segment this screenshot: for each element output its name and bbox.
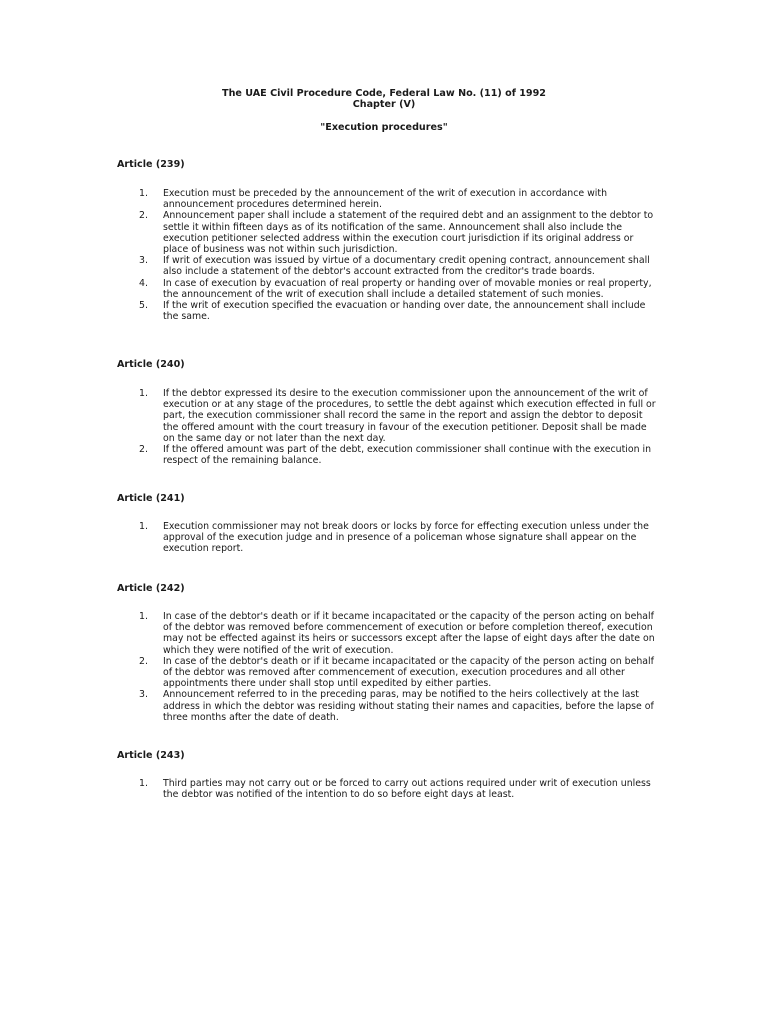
item-text: Execution must be preceded by the announcement of the writ of execution in accordance with announcement procedures determined herein. bbox=[163, 188, 608, 211]
item-text: If the writ of execution specified the evacuation or handing over date, the announcement shall include the same. bbox=[163, 300, 646, 323]
article-heading: Article (242) bbox=[117, 583, 185, 594]
item-text: Announcement paper shall include a statement of the required debt and an assignment to the debtor to settle it within fifteen days as of its notification of the same. Announcement shall also include the execution petitioner selected address within the execution court jurisdiction if its original address or place of business was not within such jurisdiction. bbox=[163, 210, 654, 256]
item-number: 3. bbox=[139, 689, 148, 701]
item-text: In case of the debtor's death or if it became incapacitated or the capacity of the person acting on behalf of the debtor was removed before commencement of execution or before completion thereof, execution may not be effected against its heirs or successors except after the lapse of eight days after the date on which they were notified of the writ of execution. bbox=[163, 611, 655, 656]
item-number: 1. bbox=[139, 388, 148, 399]
list-item bbox=[0, 188, 768, 210]
article-items bbox=[0, 188, 768, 322]
list-item bbox=[0, 611, 768, 656]
item-text: Third parties may not carry out or be forced to carry out actions required under writ of execution unless the debtor was notified of the intention to do so before eight days at least. bbox=[163, 778, 651, 801]
list-item bbox=[0, 255, 768, 277]
article-heading: Article (243) bbox=[117, 750, 185, 761]
item-number: 4. bbox=[139, 277, 148, 289]
item-number: 1. bbox=[139, 778, 148, 789]
article-items bbox=[0, 611, 768, 723]
article-items bbox=[0, 778, 768, 800]
item-number: 2. bbox=[139, 210, 148, 222]
list-item bbox=[0, 778, 768, 800]
list-item bbox=[0, 521, 768, 555]
item-number: 5. bbox=[139, 300, 148, 312]
item-number: 1. bbox=[139, 611, 148, 622]
chapter-title: Chapter (V) bbox=[352, 99, 416, 110]
article-heading: Article (241) bbox=[117, 493, 185, 504]
item-text: If the debtor expressed its desire to the execution commissioner upon the announcement of the writ of execution or at any stage of the procedures, to settle the debt against which execution effected in full or part, the execution commissioner shall record the same in the report and assign the debtor to deposit the offered amount with the court treasury in favour of the execution petitioner. Deposit shall be made on the same day or not later than the next day. bbox=[163, 388, 656, 444]
article-heading: Article (240) bbox=[117, 359, 185, 370]
item-text: In case of execution by evacuation of real property or handing over of movable monies or real property, the announcement of the writ of execution shall include a detailed statement of such monies. bbox=[163, 277, 652, 300]
item-text: Announcement referred to in the preceding paras, may be notified to the heirs collectively at the last address in which the debtor was residing without stating their names and capacities, before the lapse of three months after the date of death. bbox=[163, 689, 654, 723]
item-number: 1. bbox=[139, 188, 148, 199]
section-subtitle: "Execution procedures" bbox=[320, 122, 448, 133]
list-item bbox=[0, 656, 768, 690]
article-items bbox=[0, 388, 768, 466]
item-number: 2. bbox=[139, 444, 148, 456]
article-heading: Article (239) bbox=[117, 159, 185, 170]
item-text: If the offered amount was part of the debt, execution commissioner shall continue with the execution in respect of the remaining balance. bbox=[163, 444, 652, 467]
list-item bbox=[0, 300, 768, 322]
item-text: In case of the debtor's death or if it became incapacitated or the capacity of the person acting on behalf of the debtor was removed after commencement of execution, execution procedures and all other appointments there under shall stop until expedited by either parties. bbox=[163, 655, 654, 690]
list-item bbox=[0, 689, 768, 723]
item-number: 2. bbox=[139, 655, 148, 667]
item-text: Execution commissioner may not break doors or locks by force for effecting execution unless under the approval of the execution judge and in presence of a policeman whose signature shall appear on the execution report. bbox=[163, 521, 649, 555]
document-title: The UAE Civil Procedure Code, Federal Law No. (11) of 1992 bbox=[222, 88, 546, 99]
list-item bbox=[0, 444, 768, 466]
item-text: If writ of execution was issued by virtue of a documentary credit opening contract, announcement shall also include a statement of the debtor's account extracted from the creditor's trade boards. bbox=[163, 255, 650, 278]
list-item bbox=[0, 388, 768, 444]
list-item bbox=[0, 278, 768, 300]
item-number: 3. bbox=[139, 255, 148, 267]
item-number: 1. bbox=[139, 521, 148, 532]
article-items bbox=[0, 521, 768, 555]
list-item bbox=[0, 210, 768, 255]
